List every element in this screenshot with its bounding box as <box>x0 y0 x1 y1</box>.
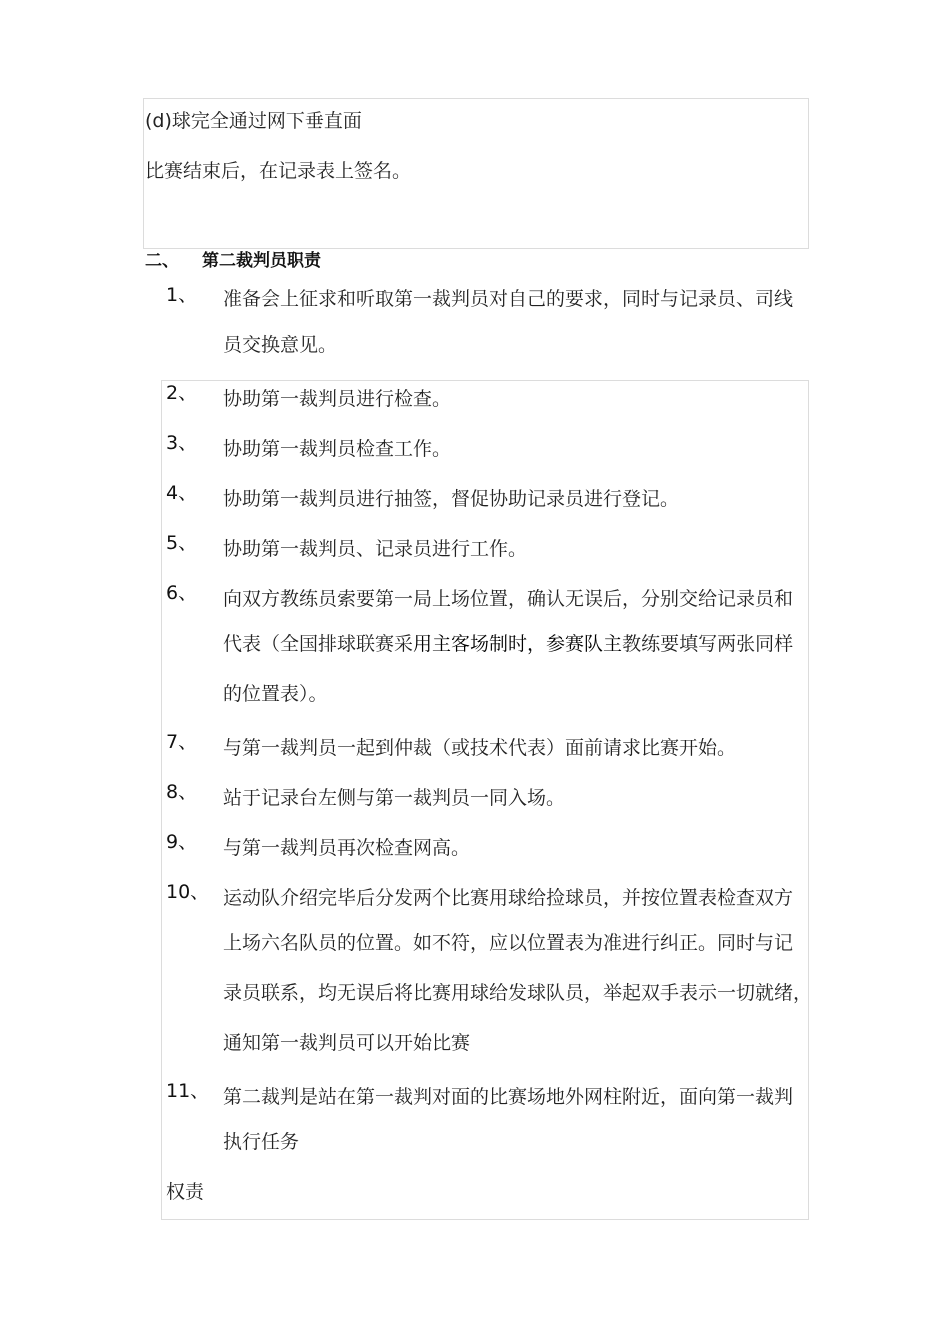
item-3-number: 3、 <box>166 432 198 454</box>
item-7-line-1: 与第一裁判员一起到仲裁（或技术代表）面前请求比赛开始。 <box>223 737 737 759</box>
item-8-number: 8、 <box>166 781 198 803</box>
footer-label: 权责 <box>166 1181 205 1203</box>
item-5-line-1: 协助第一裁判员、记录员进行工作。 <box>223 538 528 560</box>
item-6-line-2-part-5: 教练要填写两张同样 <box>622 633 794 655</box>
section-number: 二、 <box>145 251 179 271</box>
item-9-line-1: 与第一裁判员再次检查网高。 <box>223 837 471 859</box>
item-10-line-3: 录员联系，均无误后将比赛用球给发球队员，举起双手表示一切就绪， <box>223 982 813 1004</box>
item-10-line-1: 运动队介绍完毕后分发两个比赛用球给捡球员，并按位置表检查双方 <box>223 887 794 909</box>
item-9-number: 9、 <box>166 831 198 853</box>
item-6-line-2-part-4: 队主 <box>584 633 623 655</box>
item-5-number: 5、 <box>166 532 198 554</box>
item-6-line-3: 的位置表）。 <box>223 683 328 705</box>
item-6-line-2-part-2: 用主客场制时， <box>413 633 547 655</box>
item-10-line-2: 上场六名队员的位置。如不符，应以位置表为准进行纠正。同时与记 <box>223 932 794 954</box>
item-3-line-1: 协助第一裁判员检查工作。 <box>223 438 452 460</box>
item-6-line-2-part-3: 参赛 <box>546 633 585 655</box>
item-1-line-2: 员交换意见。 <box>223 334 338 356</box>
item-2-line-1: 协助第一裁判员进行检查。 <box>223 388 452 410</box>
item-1-line-1: 准备会上征求和听取第一裁判员对自己的要求，同时与记录员、司线 <box>223 288 794 310</box>
item-11-number: 11、 <box>166 1080 210 1102</box>
item-8-line-1: 站于记录台左侧与第一裁判员一同入场。 <box>223 787 566 809</box>
item-6-number: 6、 <box>166 582 198 604</box>
item-7-number: 7、 <box>166 731 198 753</box>
item-11-line-2: 执行任务 <box>223 1131 300 1153</box>
item-11-line-1: 第二裁判是站在第一裁判对面的比赛场地外网柱附近，面向第一裁判 <box>223 1086 794 1108</box>
item-6-line-2 <box>223 632 793 656</box>
item-4-number: 4、 <box>166 482 198 504</box>
item-10-line-4: 通知第一裁判员可以开始比赛 <box>223 1032 471 1054</box>
item-6-line-1: 向双方教练员索要第一局上场位置，确认无误后，分别交给记录员和 <box>223 588 794 610</box>
item-2-number: 2、 <box>166 382 198 404</box>
section-title: 第二裁判员职责 <box>202 251 321 271</box>
item-4-line-1: 协助第一裁判员进行抽签，督促协助记录员进行登记。 <box>223 488 680 510</box>
item-1-number: 1、 <box>166 284 198 306</box>
top-line-1: (d)球完全通过网下垂直面 <box>145 110 362 132</box>
item-6-line-2-part-1: 代表（全国排球联赛采 <box>223 633 414 655</box>
item-10-number: 10、 <box>166 881 210 903</box>
top-line-2: 比赛结束后，在记录表上签名。 <box>145 160 412 182</box>
